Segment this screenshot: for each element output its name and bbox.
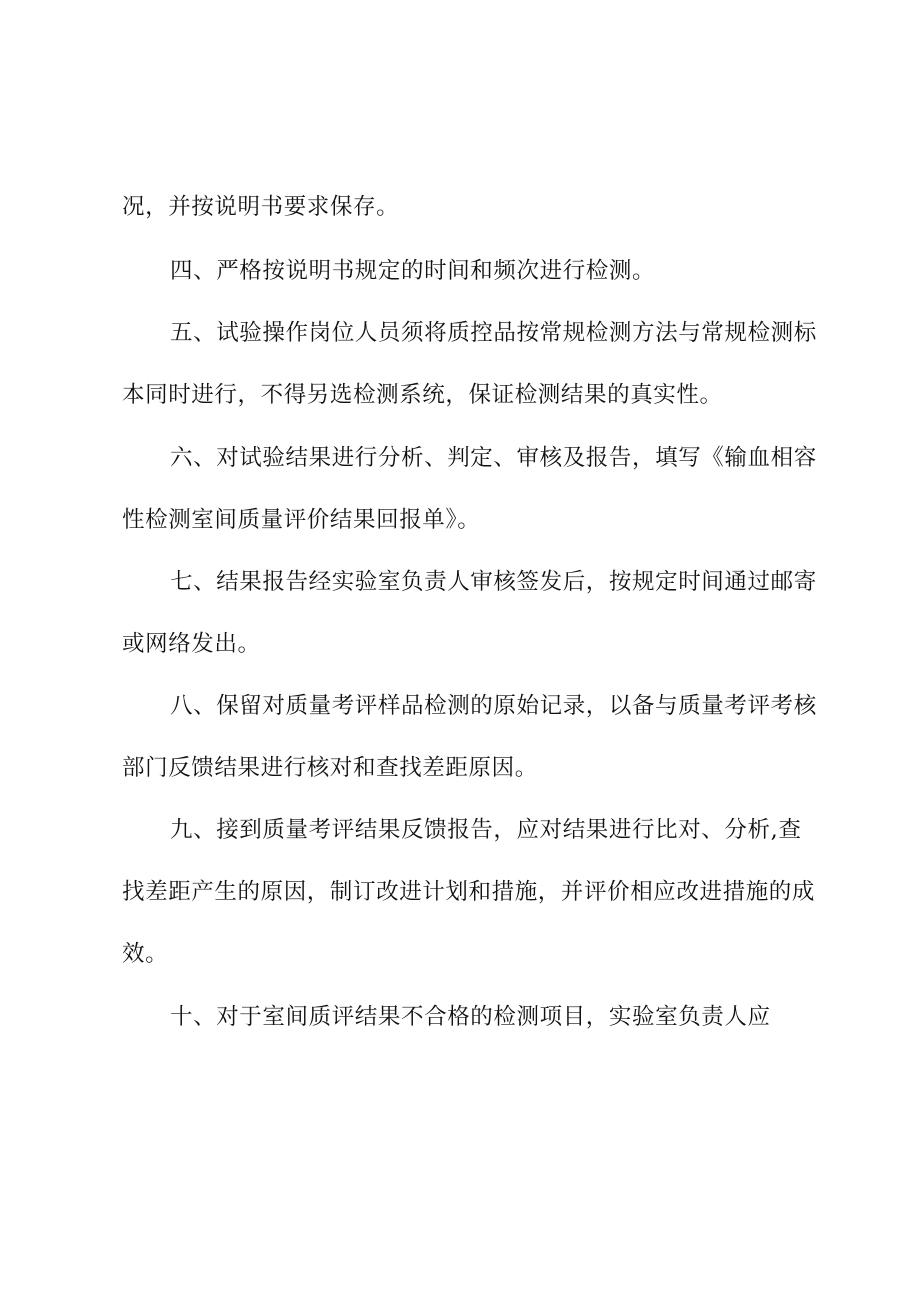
text-line-13: 效。 bbox=[122, 941, 169, 967]
text-line-10: 部门反馈结果进行核对和查找差距原因。 bbox=[122, 755, 538, 781]
text-line-6: 性检测室间质量评价结果回报单》。 bbox=[122, 507, 481, 533]
text-line-5: 六、对试验结果进行分析、判定、审核及报告，填写《输血相容 bbox=[170, 445, 817, 471]
text-line-3: 五、试验操作岗位人员须将质控品按常规检测方法与常规检测标 bbox=[170, 320, 817, 346]
text-line-7: 七、结果报告经实验室负责人审核签发后，按规定时间通过邮寄 bbox=[170, 569, 817, 595]
text-line-9: 八、保留对质量考评样品检测的原始记录，以备与质量考评考核 bbox=[170, 693, 817, 719]
text-line-12: 找差距产生的原因，制订改进计划和措施，并评价相应改进措施的成 bbox=[122, 879, 816, 905]
text-line-4: 本同时进行，不得另选检测系统，保证检测结果的真实性。 bbox=[122, 382, 723, 408]
text-line-1: 况，并按说明书要求保存。 bbox=[122, 194, 400, 220]
text-line-8: 或网络发出。 bbox=[122, 631, 261, 657]
text-line-2: 四、严格按说明书规定的时间和频次进行检测。 bbox=[170, 258, 656, 284]
text-line-14: 十、对于室间质评结果不合格的检测项目，实验室负责人应 bbox=[170, 1004, 771, 1030]
text-line-11: 九、接到质量考评结果反馈报告，应对结果进行比对、分析,查 bbox=[170, 817, 802, 843]
